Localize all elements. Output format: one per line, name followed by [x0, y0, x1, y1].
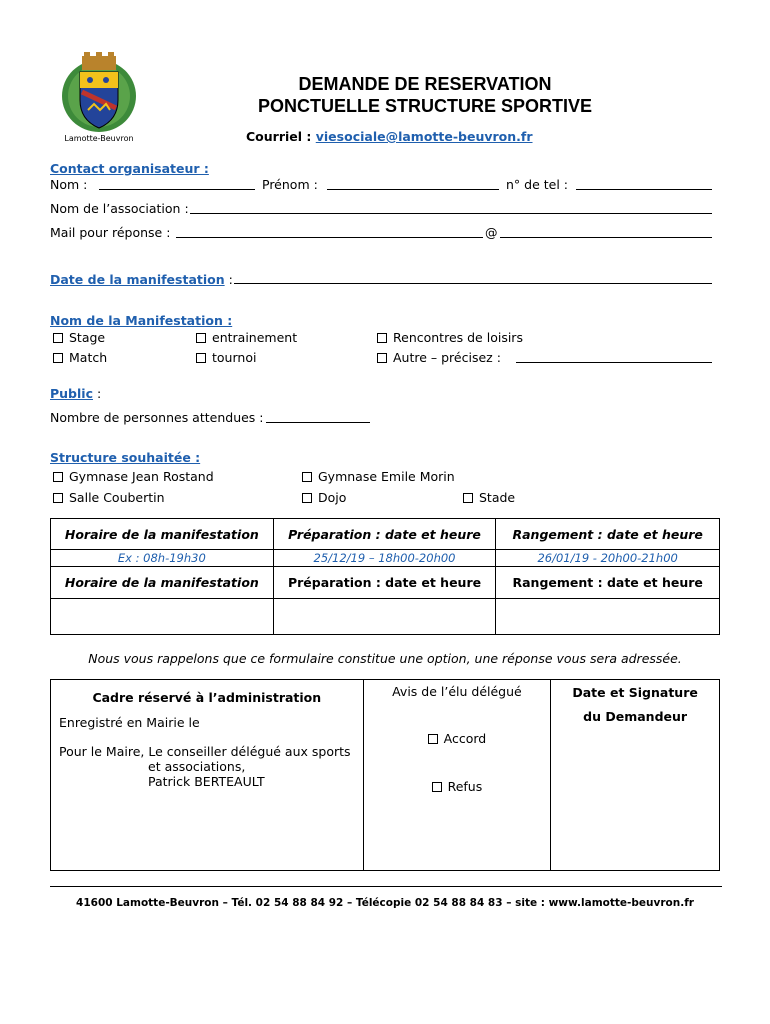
header2-horaire: Horaire de la manifestation [51, 567, 274, 599]
option-emile-morin[interactable]: Gymnase Emile Morin [302, 469, 455, 484]
signature-line2: et associations, [148, 759, 246, 774]
option-tournoi[interactable]: tournoi [196, 350, 256, 365]
header-preparation: Préparation : date et heure [273, 519, 496, 550]
checkbox-icon[interactable] [53, 493, 63, 503]
nom-label: Nom : [50, 177, 88, 192]
header-horaire: Horaire de la manifestation [51, 519, 274, 550]
header-rangement: Rangement : date et heure [496, 519, 720, 550]
option-entrainement[interactable]: entrainement [196, 330, 297, 345]
signature-name: Patrick BERTEAULT [148, 774, 265, 789]
date-line [50, 272, 233, 287]
prenom-label: Prénom : [262, 177, 318, 192]
table-row [51, 599, 720, 635]
date-heading: Date de la manifestation [50, 272, 225, 287]
option-stade[interactable]: Stade [463, 490, 515, 505]
checkbox-icon[interactable] [53, 353, 63, 363]
association-field[interactable] [190, 202, 712, 214]
mail-user-field[interactable] [176, 226, 483, 238]
date-colon: : [228, 272, 233, 287]
option-refus[interactable]: Refus [364, 779, 551, 794]
form-title-line1: DEMANDE DE RESERVATION [298, 74, 552, 94]
example-horaire: Ex : 08h-19h30 [51, 550, 274, 567]
public-heading: Public [50, 386, 93, 401]
checkbox-icon[interactable] [377, 333, 387, 343]
tel-field[interactable] [576, 178, 712, 190]
elu-title: Avis de l’élu délégué [392, 684, 522, 699]
option-coubertin[interactable]: Salle Coubertin [53, 490, 165, 505]
option-stage[interactable]: Stage [53, 330, 105, 345]
checkbox-icon[interactable] [463, 493, 473, 503]
demandeur-line1: Date et Signature [572, 685, 698, 700]
courriel-email-link[interactable]: viesociale@lamotte-beuvron.fr [315, 129, 533, 144]
checkbox-icon[interactable] [196, 353, 206, 363]
attendees-field[interactable] [266, 411, 370, 423]
crest-town-name: Lamotte-Beuvron [64, 134, 134, 143]
checkbox-icon[interactable] [196, 333, 206, 343]
elu-cell [363, 680, 551, 871]
notice-text: Nous vous rappelons que ce formulaire constitue une option, une réponse vous sera adressée. [88, 651, 682, 666]
town-crest-logo [60, 52, 138, 134]
admin-title: Cadre réservé à l’administration [92, 690, 322, 705]
signature-line1: Pour le Maire, Le conseiller délégué aux sports [59, 744, 351, 759]
courriel-line [246, 129, 533, 144]
admin-cell [51, 680, 364, 871]
option-autre[interactable]: Autre – précisez : [377, 350, 501, 365]
date-field[interactable] [234, 272, 712, 284]
demandeur-line2: du Demandeur [583, 709, 688, 724]
admin-table [50, 679, 720, 871]
manifestation-heading: Nom de la Manifestation : [50, 313, 233, 328]
header2-rangement: Rangement : date et heure [496, 567, 720, 599]
contact-heading: Contact organisateur : [50, 161, 209, 176]
checkbox-icon[interactable] [377, 353, 387, 363]
public-line [50, 386, 101, 401]
footer-divider [50, 886, 722, 887]
public-colon: : [96, 386, 102, 401]
option-jean-rostand[interactable]: Gymnase Jean Rostand [53, 469, 214, 484]
checkbox-icon[interactable] [53, 472, 63, 482]
schedule-table [50, 518, 720, 635]
tel-label: n° de tel : [506, 177, 568, 192]
checkbox-icon[interactable] [428, 734, 438, 744]
autre-field[interactable] [516, 351, 712, 363]
prenom-field[interactable] [327, 178, 499, 190]
checkbox-icon[interactable] [53, 333, 63, 343]
input-rangement-cell[interactable] [496, 599, 720, 635]
at-sign: @ [485, 225, 498, 240]
structure-heading: Structure souhaitée : [50, 450, 201, 465]
table-row [51, 550, 720, 567]
demandeur-cell[interactable] [551, 680, 720, 871]
table-row [51, 567, 720, 599]
checkbox-icon[interactable] [302, 472, 312, 482]
checkbox-icon[interactable] [302, 493, 312, 503]
table-row [51, 519, 720, 550]
mail-label: Mail pour réponse : [50, 225, 171, 240]
example-rangement: 26/01/19 - 20h00-21h00 [496, 550, 720, 567]
option-rencontres[interactable]: Rencontres de loisirs [377, 330, 523, 345]
example-preparation: 25/12/19 – 18h00-20h00 [273, 550, 496, 567]
option-accord[interactable]: Accord [364, 731, 551, 746]
option-dojo[interactable]: Dojo [302, 490, 346, 505]
courriel-label: Courriel : [246, 129, 312, 144]
footer-text: 41600 Lamotte-Beuvron – Tél. 02 54 88 84 92 – Télécopie 02 54 88 84 83 – site : www.lamotte-beuvron.fr [76, 897, 694, 909]
registered-label: Enregistré en Mairie le [59, 715, 200, 730]
table-row [51, 680, 720, 871]
input-horaire-cell[interactable] [51, 599, 274, 635]
header2-preparation: Préparation : date et heure [273, 567, 496, 599]
checkbox-icon[interactable] [432, 782, 442, 792]
option-match[interactable]: Match [53, 350, 107, 365]
attendees-label: Nombre de personnes attendues : [50, 410, 264, 425]
input-preparation-cell[interactable] [273, 599, 496, 635]
association-label: Nom de l’association : [50, 201, 189, 216]
form-title-line2: PONCTUELLE STRUCTURE SPORTIVE [257, 96, 593, 116]
mail-domain-field[interactable] [500, 226, 712, 238]
nom-field[interactable] [99, 178, 255, 190]
